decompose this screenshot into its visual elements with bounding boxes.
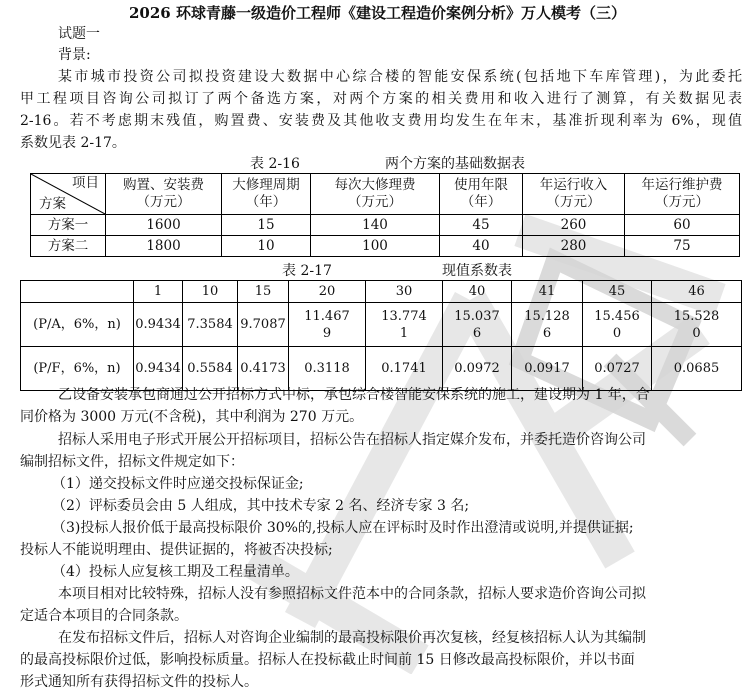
table-cell: 15.4560 <box>583 303 652 347</box>
table-cell: 0.0917 <box>512 347 583 391</box>
table-cell: 140 <box>311 215 440 236</box>
year-header: 10 <box>183 281 238 303</box>
table-cell: 11.4679 <box>289 303 366 347</box>
table-cell: 60 <box>625 215 740 236</box>
exam-title: 2026 环球青藤一级造价工程师《建设工程造价案例分析》万人模考（三） <box>129 4 626 22</box>
table-cell: 15.0376 <box>443 303 512 347</box>
table-cell: 45 <box>440 215 523 236</box>
header-cell: 购置、安装费 （万元） <box>106 174 222 215</box>
table-cell: 0.3118 <box>289 347 366 391</box>
intro-line: 系数见表 2-17。 <box>20 135 126 151</box>
year-header: 30 <box>366 281 443 303</box>
intro-line: 甲工程项目咨询公司拟订了两个备选方案，对两个方案的相关费用和收入进行了测算，有关数据见表 <box>20 91 742 107</box>
body-line: （4）投标人应复核工期及工程量清单。 <box>52 564 299 580</box>
year-header: 1 <box>134 281 183 303</box>
table-cell: 0.9434 <box>134 303 183 347</box>
table-cell: 40 <box>440 236 523 257</box>
table-cell: 0.5584 <box>183 347 238 391</box>
table-cell: 0.9434 <box>134 347 183 391</box>
header-cell: 每次大修理费 （万元） <box>311 174 440 215</box>
table-cell: 100 <box>311 236 440 257</box>
body-line: 同价格为 3000 万元(不含税)，其中利润为 270 万元。 <box>20 409 364 425</box>
table-cell: 13.7741 <box>366 303 443 347</box>
body-line: （1）递交投标文件时应递交投标保证金; <box>52 476 304 492</box>
body-line: （3)投标人报价低于最高投标限价 30%的,投标人应在评标时及时作出澄清或说明,并提供证据; <box>52 520 634 536</box>
year-header: 46 <box>652 281 742 303</box>
body-line: 的最高投标限价过低，影响投标质量。招标人在投标截止时间前 15 日修改最高投标限价，并以书面 <box>20 652 635 668</box>
table2-number: 表 2-17 <box>282 263 332 279</box>
header-cell: 年运行收入 （万元） <box>523 174 625 215</box>
table-cell: 15.1286 <box>512 303 583 347</box>
table-header-row <box>21 281 742 303</box>
table-cell: 0.0727 <box>583 347 652 391</box>
table-row <box>31 236 740 257</box>
body-line: 定适合本项目的合同条款。 <box>20 608 188 624</box>
row-label: 方案一 <box>31 215 106 236</box>
header-cell: 年运行维护费 （万元） <box>625 174 740 215</box>
row-label: 方案二 <box>31 236 106 257</box>
table-cell: 10 <box>222 236 311 257</box>
table-cell: 9.7087 <box>238 303 289 347</box>
header-cell: 大修理周期 （年） <box>222 174 311 215</box>
table-header-row <box>31 174 740 215</box>
table-cell: 1800 <box>106 236 222 257</box>
table-cell: 0.4173 <box>238 347 289 391</box>
table-cell: 260 <box>523 215 625 236</box>
basic-data-table <box>30 173 740 257</box>
table-row <box>21 347 742 391</box>
year-header: 20 <box>289 281 366 303</box>
year-header: 41 <box>512 281 583 303</box>
body-line: 形式通知所有获得招标文件的投标人。 <box>20 674 258 690</box>
year-header: 40 <box>443 281 512 303</box>
table-corner-cell <box>21 281 134 303</box>
body-line: 乙设备安装承包商通过公开招标方式中标，承包综合楼智能安保系统的施工，建设期为 1 年，合 <box>58 387 650 403</box>
body-line: 本项目相对比较特殊，招标人没有参照招标文件范本中的合同条款，招标人要求造价咨询公司拟 <box>58 586 646 602</box>
table1-name: 两个方案的基础数据表 <box>385 156 525 172</box>
background-label: 背景: <box>58 47 91 63</box>
table-cell: 0.0685 <box>652 347 742 391</box>
table-cell: 15.5280 <box>652 303 742 347</box>
body-line: 在发布招标文件后，招标人对咨询企业编制的最高投标限价再次复核，经复核招标人认为其编制 <box>58 630 646 646</box>
present-value-table <box>20 280 742 391</box>
table-row <box>21 303 742 347</box>
table-cell: 75 <box>625 236 740 257</box>
table-cell: 1600 <box>106 215 222 236</box>
body-line: 编制招标文件，招标文件规定如下： <box>20 454 244 470</box>
header-cell: 使用年限 （年） <box>440 174 523 215</box>
table1-number: 表 2-16 <box>250 156 300 172</box>
table2-name: 现值系数表 <box>442 263 512 279</box>
body-line: 招标人采用电子形式开展公开招标项目，招标公告在招标人指定媒介发布，并委托造价咨询公司 <box>58 432 646 448</box>
year-header: 45 <box>583 281 652 303</box>
table-cell: 15 <box>222 215 311 236</box>
table-cell: 0.1741 <box>366 347 443 391</box>
body-line: 投标人不能说明理由、提供证据的，将被否决投标; <box>20 542 333 558</box>
question-label: 试题一 <box>58 26 100 42</box>
table-cell: 0.0972 <box>443 347 512 391</box>
table-row <box>31 215 740 236</box>
intro-line: 某市城市投资公司拟投资建设大数据中心综合楼的智能安保系统(包括地下车库管理)，为此委托 <box>58 69 742 85</box>
table-cell: 280 <box>523 236 625 257</box>
row-label: (P/A，6%，n) <box>21 303 134 347</box>
intro-line: 2-16。若不考虑期末残值，购置费、安装费及其他收支费用均发生在年末，基准折现利率为 6%，现值 <box>20 113 742 129</box>
year-header: 15 <box>238 281 289 303</box>
table-corner-cell <box>31 174 106 215</box>
table-cell: 7.3584 <box>183 303 238 347</box>
row-label: (P/F，6%，n) <box>21 347 134 391</box>
corner-label-plan: 方案 <box>39 196 66 212</box>
corner-label-item: 项目 <box>72 175 99 191</box>
body-line: （2）评标委员会由 5 人组成，其中技术专家 2 名、经济专家 3 名; <box>52 498 470 514</box>
